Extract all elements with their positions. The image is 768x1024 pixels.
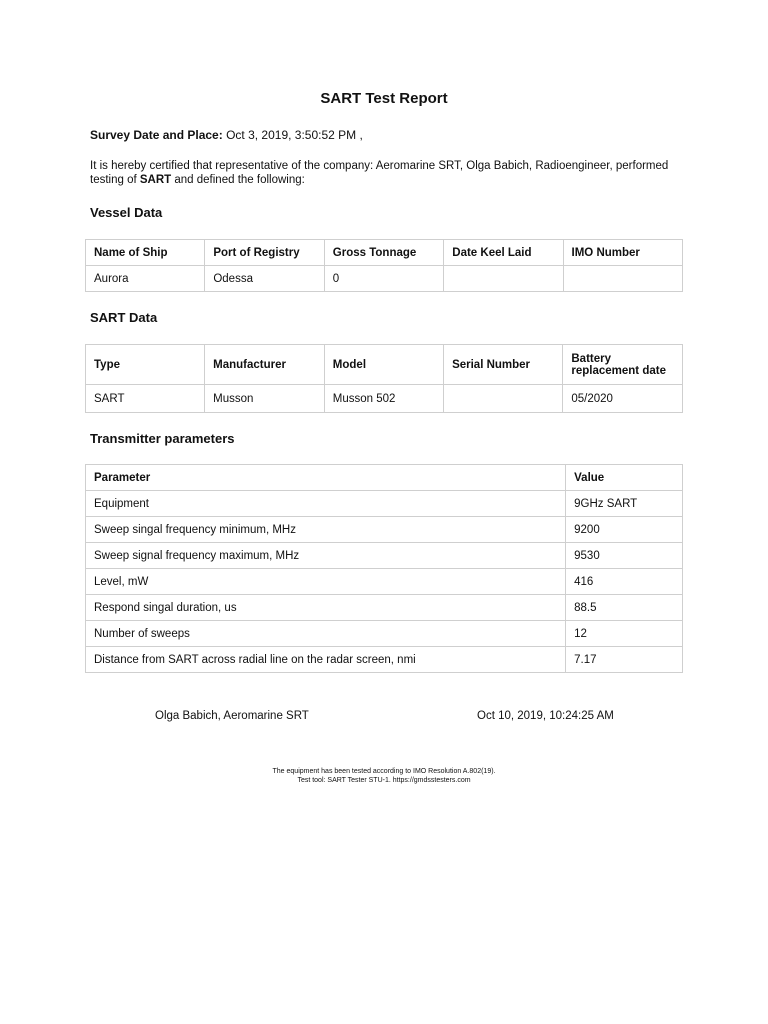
header-cell: Name of Ship xyxy=(86,240,205,266)
parameter-cell: Equipment xyxy=(86,491,566,517)
value-cell: 9530 xyxy=(566,543,683,569)
header-cell: Model xyxy=(324,345,443,385)
table-row xyxy=(86,266,683,292)
header-cell: Gross Tonnage xyxy=(324,240,443,266)
transmitter-parameters-heading: Transmitter parameters xyxy=(90,431,235,446)
value-cell: 7.17 xyxy=(566,647,683,673)
parameter-cell: Respond singal duration, us xyxy=(86,595,566,621)
table-cell: Musson 502 xyxy=(324,385,443,413)
table-row xyxy=(86,647,683,673)
header-cell: Manufacturer xyxy=(205,345,325,385)
parameter-cell: Sweep singal frequency minimum, MHz xyxy=(86,517,566,543)
vessel-data-table xyxy=(85,239,683,292)
footer-line-1: The equipment has been tested according to IMO Resolution A.802(19). xyxy=(272,768,496,775)
table-row xyxy=(86,595,683,621)
value-cell: 88.5 xyxy=(566,595,683,621)
certify-bold-sart: SART xyxy=(139,174,172,186)
survey-value: Oct 3, 2019, 3:50:52 PM , xyxy=(226,128,363,142)
table-cell: SART xyxy=(86,385,205,413)
vessel-data-heading: Vessel Data xyxy=(90,205,163,220)
table-row xyxy=(86,517,683,543)
value-cell: 9GHz SART xyxy=(566,491,683,517)
parameter-cell: Sweep signal frequency maximum, MHz xyxy=(86,543,566,569)
table-cell xyxy=(563,266,682,292)
certification-text xyxy=(90,159,690,187)
parameter-cell: Number of sweeps xyxy=(86,621,566,647)
survey-label: Survey Date and Place: xyxy=(90,128,223,142)
table-header-row xyxy=(86,240,683,266)
table-cell: 0 xyxy=(324,266,443,292)
value-cell: 12 xyxy=(566,621,683,647)
table-row xyxy=(86,621,683,647)
table-row xyxy=(86,569,683,595)
table-cell: Musson xyxy=(205,385,325,413)
header-cell: Port of Registry xyxy=(205,240,324,266)
sart-data-table xyxy=(85,344,683,413)
table-cell: Odessa xyxy=(205,266,324,292)
sart-data-heading: SART Data xyxy=(90,310,158,325)
certify-text-before: It is hereby certified that representative of the company: Aeromarine SRT, Olga Babich, Radioengineer, performed testing of xyxy=(90,160,669,186)
header-cell: IMO Number xyxy=(563,240,682,266)
header-cell: Serial Number xyxy=(444,345,563,385)
survey-line xyxy=(90,128,363,142)
table-row xyxy=(86,385,683,413)
footer-note xyxy=(0,767,768,785)
table-cell xyxy=(444,266,563,292)
value-cell: 9200 xyxy=(566,517,683,543)
transmitter-parameters-table xyxy=(85,464,683,673)
page-title: SART Test Report xyxy=(320,90,448,107)
table-row xyxy=(86,491,683,517)
parameter-cell: Level, mW xyxy=(86,569,566,595)
header-cell: Type xyxy=(86,345,205,385)
header-cell: Parameter xyxy=(86,465,566,491)
signature-date: Oct 10, 2019, 10:24:25 AM xyxy=(477,710,614,722)
value-cell: 416 xyxy=(566,569,683,595)
certify-text-after: and defined the following: xyxy=(171,174,305,186)
header-cell: Battery replacement date xyxy=(563,345,683,385)
header-cell: Value xyxy=(566,465,683,491)
table-row xyxy=(86,543,683,569)
table-cell: 05/2020 xyxy=(563,385,683,413)
table-cell: Aurora xyxy=(86,266,205,292)
footer-line-2: Test tool: SART Tester STU-1. https://gmdsstesters.com xyxy=(297,777,471,784)
header-cell: Date Keel Laid xyxy=(444,240,563,266)
parameter-cell: Distance from SART across radial line on the radar screen, nmi xyxy=(86,647,566,673)
table-cell xyxy=(444,385,563,413)
signatory-name: Olga Babich, Aeromarine SRT xyxy=(155,710,309,722)
table-header-row xyxy=(86,465,683,491)
table-header-row xyxy=(86,345,683,385)
